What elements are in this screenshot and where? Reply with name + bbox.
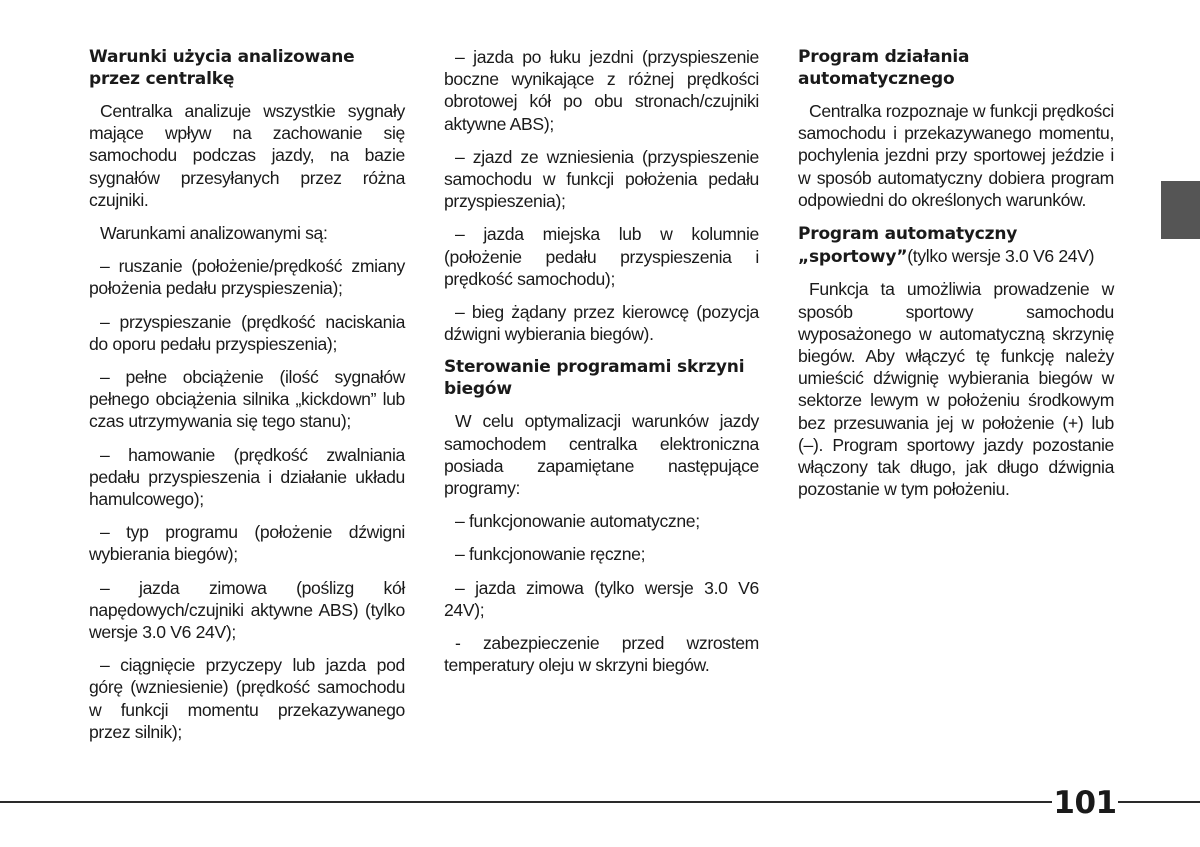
list-item: – ruszanie (położenie/prędkość zmiany położenia pedału przyspieszenia); (89, 256, 405, 299)
sport-heading-line1: Program automatyczny (798, 224, 1018, 245)
list-item: – funkcjonowanie ręczne; (455, 544, 646, 565)
column-middle (444, 46, 759, 687)
paragraph-conditions-lead: Warunkami analizowanymi są: (100, 223, 328, 244)
list-item: – hamowanie (prędkość zwalniania pedału przyspieszenia i działanie układu hamulcowego); (89, 444, 405, 510)
list-item: – jazda zimowa (poślizg kół napędowych/czujniki aktywne ABS) (tylko wersje 3.0 V6 24V); (89, 577, 405, 643)
list-item: – pełne obciążenie (ilość sygnałów pełnego obciążenia silnika „kickdown” lub czas utrzymywania się tego stanu); (89, 367, 405, 432)
list-item: – zjazd ze wzniesienia (przyspieszenie samochodu w funkcji położenia pedału przyspieszenia); (444, 146, 759, 212)
list-item: - zabezpieczenie przed wzrostem temperatury oleju w skrzyni biegów. (444, 633, 759, 676)
list-item: – przyspieszanie (prędkość naciskania do oporu pedału przyspieszenia); (89, 311, 405, 354)
list-item: – jazda miejska lub w kolumnie (położenie pedału przyspieszenia i prędkość samochodu); (444, 224, 759, 289)
paragraph-programs-intro: W celu optymalizacji warunków jazdy samochodem centralka elektroniczna posiada zapamiętane następujące programy: (444, 411, 759, 499)
section-heading-gearbox-programs: Sterowanie programami skrzyni biegów (444, 357, 745, 400)
section-tab-marker (1161, 181, 1200, 239)
paragraph-intro: Centralka analizuje wszystkie sygnały mające wpływ na zachowanie się samochodu podczas jazdy, na bazie sygnałów przesyłanych przez różna czujniki. (89, 101, 405, 210)
list-item: – typ programu (położenie dźwigni wybierania biegów); (89, 522, 405, 565)
paragraph-sport-program: Funkcja ta umożliwia prowadzenie w sposób sportowy samochodu wyposażonego w automatyczną skrzynię biegów. Aby włączyć tę funkcję należy umieścić dźwignię wybierania biegów w sektorze lewym w położeniu środkowym bez przesuwania jej w położenie (+) lub (–). Program sportowy jazdy pozostanie włączony tak długo, jak długo dźwignia pozostanie w tym położeniu. (798, 279, 1114, 500)
section-heading-automatic-program: Program działania automatycznego (798, 47, 970, 89)
column-left (89, 46, 405, 754)
list-item: – jazda po łuku jezdni (przyspieszenie boczne wynikające z różnej prędkości obrotowej kół po obu stronach/czujniki aktywne ABS); (444, 47, 759, 134)
list-item: – ciągnięcie przyczepy lub jazda pod górę (wzniesienie) (prędkość samochodu w funkcji momentu przekazywanego przez silnik); (89, 655, 405, 742)
section-heading-conditions: Warunki użycia analizowane przez centralkę (89, 47, 355, 89)
section-heading-sport-program (798, 222, 1114, 268)
list-item: – bieg żądany przez kierowcę (pozycja dźwigni wybierania biegów). (444, 302, 759, 345)
footer-rule (0, 801, 1200, 803)
sport-heading-line2: „sportowy” (798, 247, 908, 268)
page-number: 101 (1053, 785, 1117, 821)
sport-heading-note: (tylko wersje 3.0 V6 24V) (907, 246, 1095, 267)
list-item: – funkcjonowanie automatyczne; (455, 511, 700, 532)
paragraph-automatic-program: Centralka rozpoznaje w funkcji prędkości samochodu i przekazywanego momentu, pochylenia jezdni przy sportowej jeździe i w sposób automatyczny dobiera program odpowiedni do określonych warunków. (798, 101, 1114, 210)
column-right (798, 46, 1114, 511)
list-item: – jazda zimowa (tylko wersje 3.0 V6 24V); (444, 577, 759, 620)
